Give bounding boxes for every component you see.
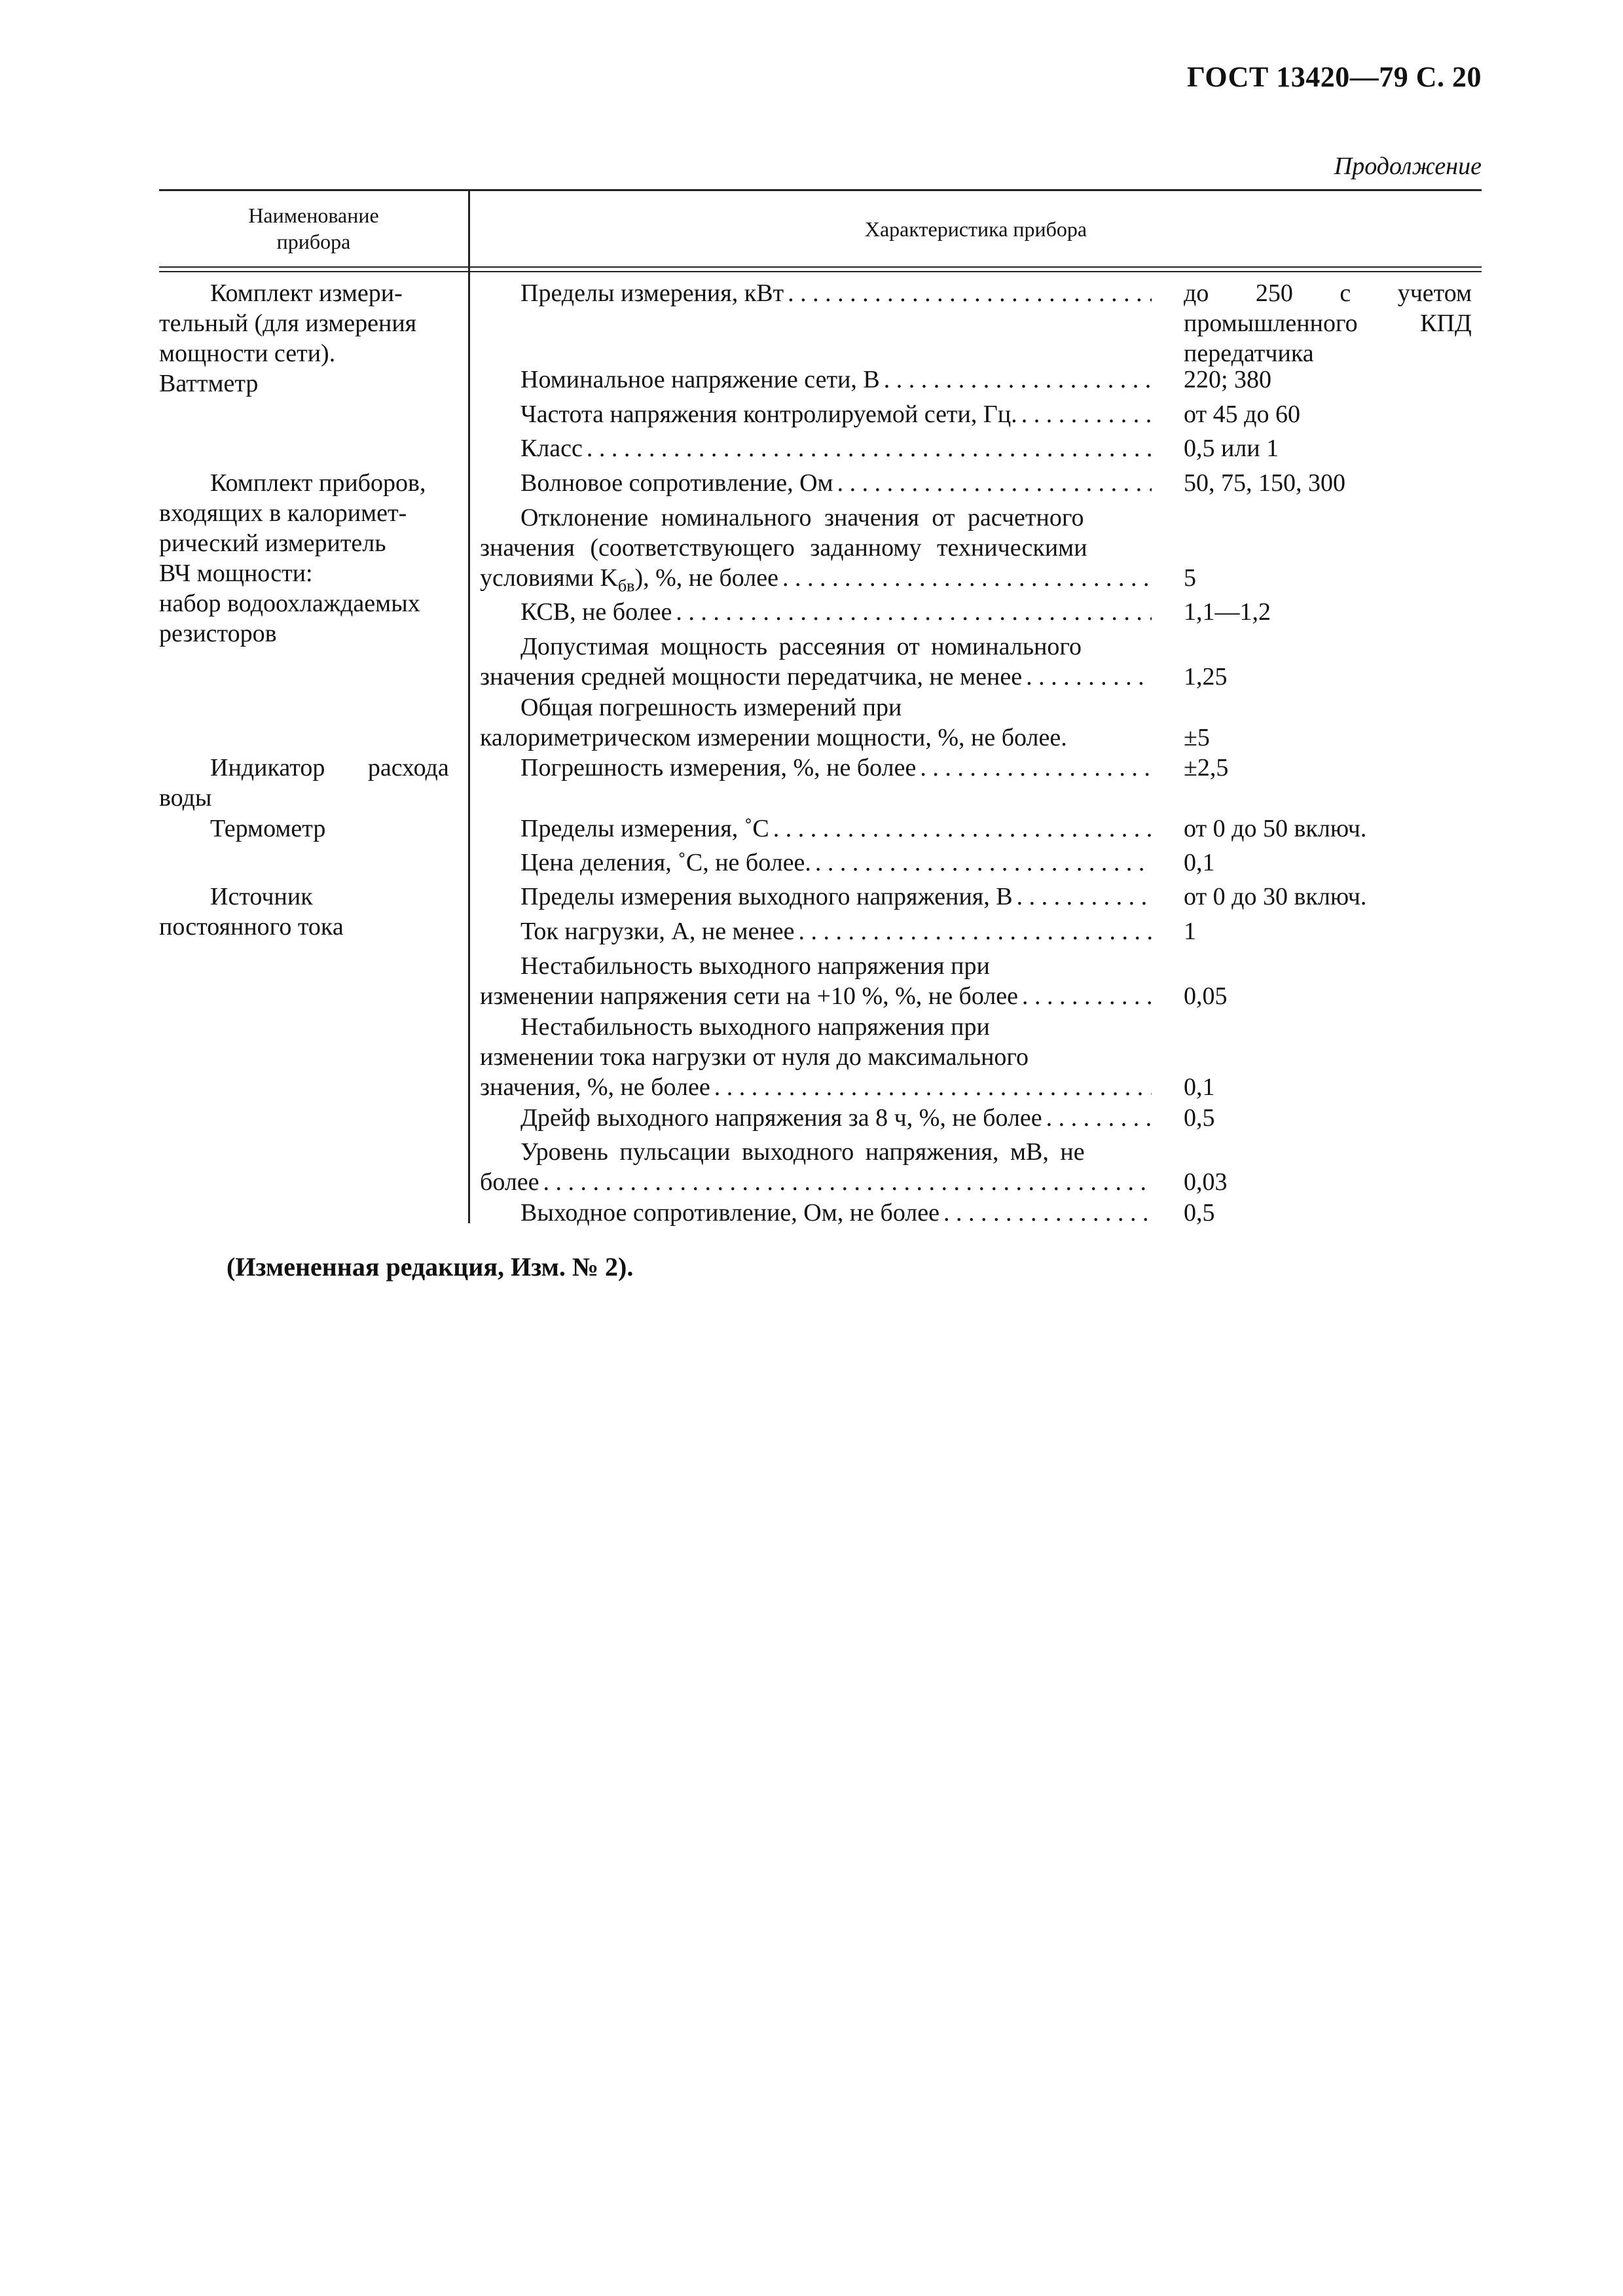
name-line: набор водоохлаждаемых [159,590,420,617]
value-cell: 50, 75, 150, 300 [1184,469,1345,497]
char-row [480,916,1152,946]
column-divider [468,189,470,1223]
char-text-part: условиями K [480,564,618,592]
char-text: Выходное сопротивление, Ом, не более [520,1199,940,1227]
value-cell: от 45 до 60 [1184,401,1300,428]
char-line: Отклонение номинального значения от расчетного [520,504,1084,531]
column-header-name [159,202,468,255]
char-text: Дрейф выходного напряжения за 8 ч, %, не более [520,1104,1042,1132]
char-line: Уровень пульсации выходного напряжения, мВ, не [520,1138,1085,1166]
char-text: КСВ, не более [520,598,672,626]
name-line: тельный (для измерения [159,310,417,337]
page-header: ГОСТ 13420—79 С. 20 [1186,61,1482,93]
char-row [480,1012,1152,1102]
name-line: постоянного тока [159,913,344,941]
name-line: ВЧ мощности: [159,560,313,587]
value-cell: ±2,5 [1184,754,1229,781]
char-row [480,951,1152,1011]
char-text-tail: ), %, не более [634,564,778,592]
name-line: воды [159,784,212,812]
continuation-label: Продолжение [1334,152,1482,180]
value-cell: 1,25 [1184,663,1228,691]
value-cell: 1 [1184,918,1196,945]
char-text: Цена деления, ˚С, не более. [520,849,811,876]
char-row [480,468,1152,498]
column-header-characteristic: Характеристика прибора [864,217,1087,241]
char-row [480,503,1152,601]
value-line: промышленного КПД [1184,310,1472,337]
char-text: Класс [520,435,583,462]
char-row [480,597,1152,627]
name-line: Термометр [210,815,326,842]
char-row [480,753,1152,783]
char-row [480,1103,1152,1133]
value-cell: 0,5 [1184,1199,1215,1227]
value-cell: 220; 380 [1184,366,1272,393]
name-line [159,753,460,783]
value-cell: 5 [1184,564,1196,592]
name-line: резисторов [159,620,277,647]
name-line-text: Индикатор расхода [210,754,449,781]
char-line: Допустимая мощность рассеяния от номинального [520,633,1082,660]
device-name-wattmeter [159,278,460,399]
name-line: Комплект измери- [210,279,403,307]
char-line: значения (соответствующего заданному техническими [480,534,1087,562]
char-row [480,433,1152,463]
revision-note: (Измененная редакция, Изм. № 2). [227,1252,634,1282]
device-name-water-flow-indicator [159,753,460,813]
table-top-rule [159,189,1482,191]
value-cell: 0,1 [1184,1073,1215,1101]
char-row [480,632,1152,692]
char-line: калориметрическом измерении мощности, %, не более. [480,724,1067,751]
char-text: Пределы измерения выходного напряжения, В [520,883,1013,910]
char-text: Волновое сопротивление, Ом [520,469,833,497]
device-name-calorimeter-set [159,468,460,649]
char-line: Общая погрешность измерений при [520,694,902,721]
value-cell: 0,03 [1184,1168,1228,1196]
char-text: Частота напряжения контролируемой сети, Гц. [520,401,1017,428]
value-cell: 0,5 [1184,1104,1215,1132]
char-text: Погрешность измерения, %, не более [520,754,917,781]
value-cell: ±5 [1184,724,1210,751]
char-row [480,848,1152,878]
value-cell: от 0 до 50 включ. [1184,815,1367,842]
value-cell: 0,5 или 1 [1184,435,1279,462]
char-text: Ток нагрузки, А, не менее [520,918,795,945]
value-cell [1184,278,1482,368]
char-line: изменении тока нагрузки от нуля до максимального [480,1043,1029,1071]
char-line: Нестабильность выходного напряжения при [520,952,990,980]
name-line: Комплект приборов, [210,469,426,497]
name-line: входящих в калоримет- [159,499,407,527]
name-line-text: рический измеритель [159,529,386,557]
char-text [480,563,778,601]
char-text: значения, %, не более [480,1073,710,1101]
value-cell: 0,05 [1184,982,1228,1010]
char-row [480,1137,1152,1197]
device-name-thermometer [159,814,460,844]
header-bottom-rule [159,266,1482,268]
char-row [480,365,1152,395]
char-line: Нестабильность выходного напряжения при [520,1013,990,1041]
char-row [480,278,1152,308]
value-cell: 0,1 [1184,849,1215,876]
value-cell: от 0 до 30 включ. [1184,883,1367,910]
value-cell: 1,1—1,2 [1184,598,1271,626]
char-text: Пределы измерения, кВт [520,279,784,307]
char-text: более [480,1168,539,1196]
char-text: изменении напряжения сети на +10 %, %, не более [480,982,1019,1010]
char-row [480,882,1152,912]
device-name-dc-source [159,882,460,942]
char-row [480,692,1152,753]
char-row [480,1198,1152,1228]
name-line [159,528,460,558]
char-text: значения средней мощности передатчика, не менее [480,663,1023,691]
name-line: мощности сети). [159,340,336,367]
char-row [480,814,1152,844]
name-line: Источник [210,883,313,910]
header-bottom-rule-2 [159,271,1482,272]
value-line: до 250 с учетом [1184,279,1472,307]
char-text: Номинальное напряжение сети, В [520,366,880,393]
char-subscript: бв [617,576,635,596]
name-line: Ваттметр [159,370,259,397]
char-row [480,399,1152,429]
column-header-name-text: Наименование прибора [248,204,379,253]
value-line: передатчика [1184,340,1314,367]
char-text: Пределы измерения, ˚С [520,815,769,842]
